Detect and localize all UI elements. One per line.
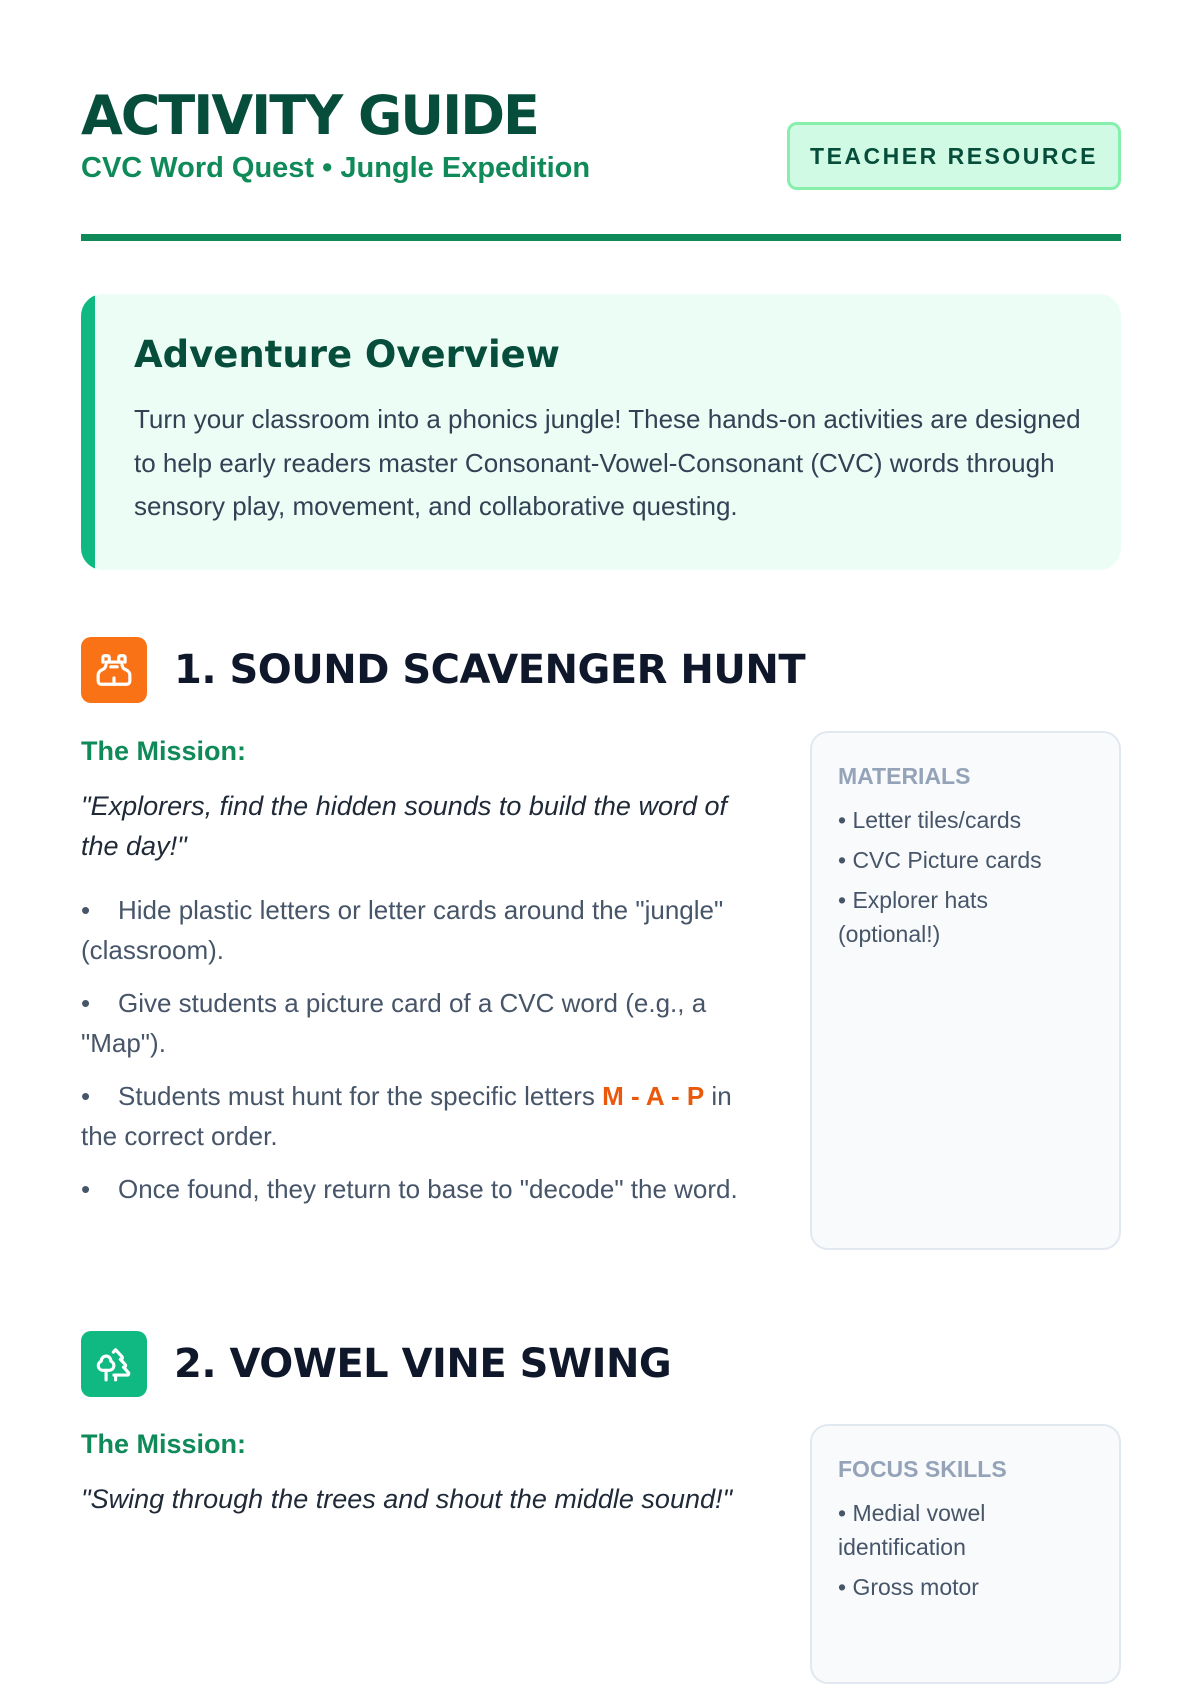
mission-label: The Mission: bbox=[81, 1429, 247, 1459]
list-item: • Explorer hats (optional!) bbox=[838, 887, 988, 947]
scavenger-hunt-steps bbox=[81, 890, 741, 1222]
header-divider bbox=[81, 234, 1121, 241]
header bbox=[81, 84, 1121, 194]
materials-box bbox=[810, 731, 1121, 1250]
step-text: Students must hunt for the specific letters bbox=[118, 1081, 603, 1111]
binoculars-icon bbox=[81, 637, 147, 703]
list-item: • Medial vowel identification bbox=[838, 1500, 986, 1560]
materials-list bbox=[838, 803, 1093, 951]
trees-icon bbox=[81, 1331, 147, 1397]
step-text: Give students a picture card of a CVC word (e.g., a "Map"). bbox=[81, 988, 707, 1058]
list-item: • Students must hunt for the specific letters M - A - P in the correct order. bbox=[81, 1081, 732, 1151]
teacher-resource-badge: TEACHER RESOURCE bbox=[787, 122, 1121, 190]
step-text: Hide plastic letters or letter cards around the "jungle" (classroom). bbox=[81, 895, 724, 965]
list-item: • CVC Picture cards bbox=[838, 847, 1042, 873]
list-item: • Hide plastic letters or letter cards around the "jungle" (classroom). bbox=[81, 895, 724, 965]
mission-label: The Mission: bbox=[81, 736, 247, 766]
overview-heading: Adventure Overview bbox=[134, 333, 560, 376]
step-text: Once found, they return to base to "decode" the word. bbox=[118, 1174, 738, 1204]
highlighted-letters: M - A - P bbox=[602, 1081, 705, 1111]
mission-quote: "Swing through the trees and shout the middle sound!" bbox=[81, 1484, 733, 1514]
materials-title: MATERIALS bbox=[838, 763, 971, 789]
focus-skills-list bbox=[838, 1496, 1093, 1604]
mission-quote: "Explorers, find the hidden sounds to build the word of the day!" bbox=[81, 791, 727, 861]
overview-card bbox=[81, 294, 1121, 570]
overview-body: Turn your classroom into a phonics jungle! These hands-on activities are designed to help early readers master Consonant-Vowel-Consonant (CVC) words through sensory play, movement, and collaborative questing. bbox=[134, 404, 1081, 521]
list-item: • Gross motor bbox=[838, 1574, 979, 1600]
section-title: 1. SOUND SCAVENGER HUNT bbox=[174, 647, 806, 693]
focus-skills-title: FOCUS SKILLS bbox=[838, 1456, 1007, 1482]
step-text: in the correct order. bbox=[81, 1081, 732, 1151]
list-item: • Give students a picture card of a CVC word (e.g., a "Map"). bbox=[81, 988, 707, 1058]
page-subtitle: CVC Word Quest • Jungle Expedition bbox=[81, 152, 591, 184]
list-item: • Once found, they return to base to "decode" the word. bbox=[81, 1174, 738, 1204]
focus-skills-box bbox=[810, 1424, 1121, 1684]
section-title: 2. VOWEL VINE SWING bbox=[174, 1341, 672, 1387]
list-item: • Letter tiles/cards bbox=[838, 807, 1022, 833]
page-title: ACTIVITY GUIDE bbox=[81, 84, 538, 147]
